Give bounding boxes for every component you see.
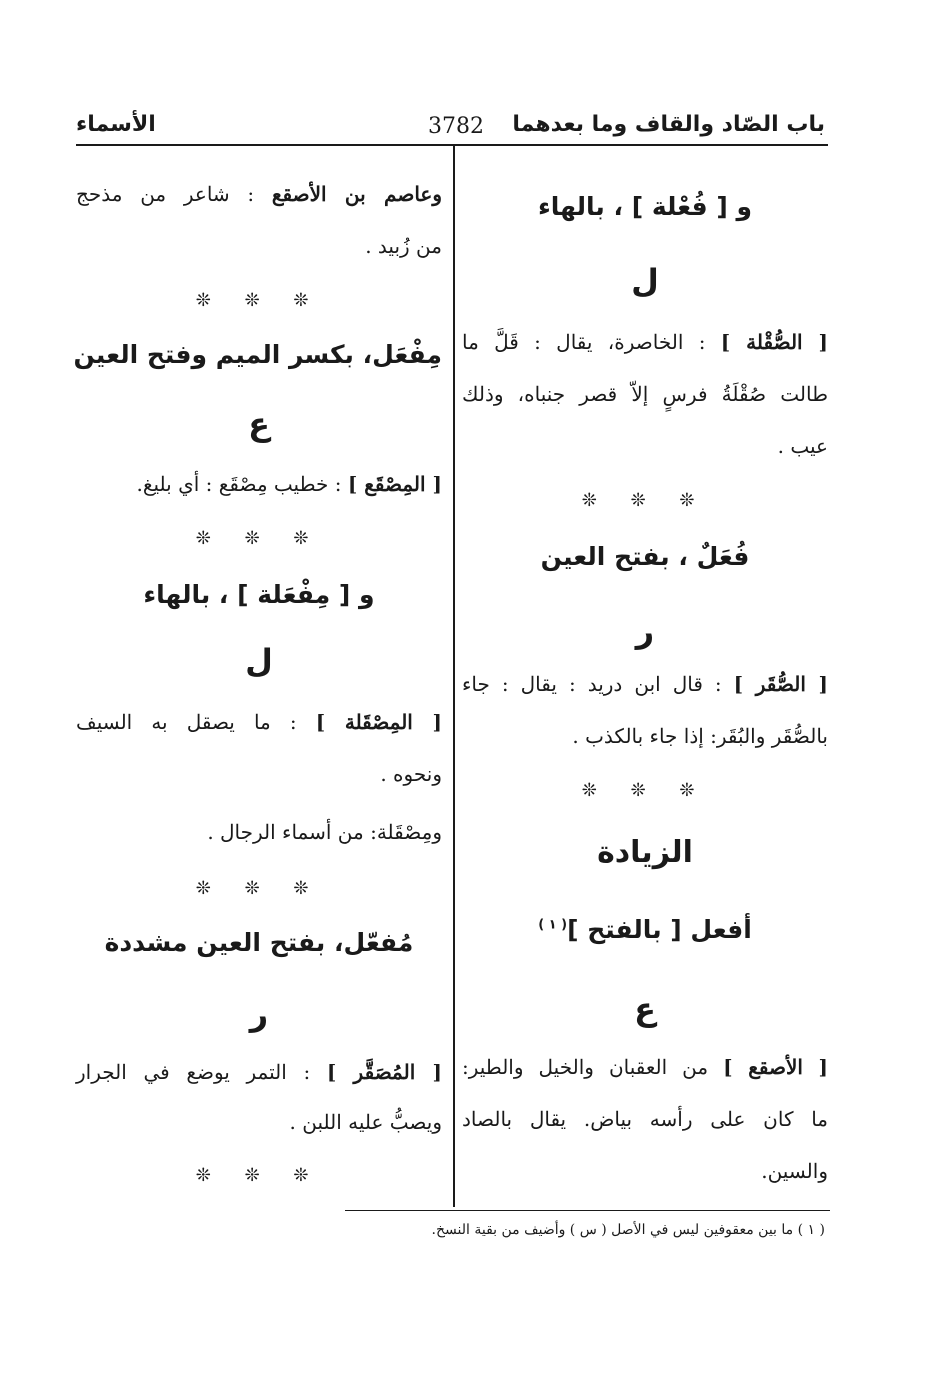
entry-line [462,672,828,696]
major-heading: الزيادة [597,835,693,870]
entry-line: من زُبيد . [365,234,442,258]
entry-term: [ المِصْقَلة ] [315,710,443,734]
running-header-right: باب الصّاد والقاف وما بعدهما [512,112,825,137]
entry-line: ويصبُّ عليه اللبن . [289,1110,442,1134]
heading-text: أفعل [ بالفتح ] [567,915,752,944]
letter-heading: ر [635,612,655,650]
entry-term: [ المُصَقَّر ] [326,1060,442,1084]
entry-line [462,1055,828,1079]
section-heading: فُعَلٌ ، بفتح العين [540,542,750,571]
section-heading [462,915,828,944]
running-header-left: الأسماء [76,112,156,137]
entry-text: : الخاصرة، يقال : قَلَّ ما [462,330,706,354]
entry-text: : التمر يوضع في الجرار [76,1060,311,1084]
entry-line: بالصُّقَر والبُقَر: إذا جاء بالكذب . [572,724,828,748]
section-separator: ❊ ❊ ❊ [195,290,323,311]
letter-heading: ل [245,642,273,680]
section-separator: ❊ ❊ ❊ [195,1165,323,1186]
entry-text: : شاعر من مذحج [76,182,255,206]
entry-text: : قال ابن دريد : يقال : جاء [462,672,722,696]
section-separator: ❊ ❊ ❊ [581,780,709,801]
header-rule [76,144,828,146]
entry-line [462,330,828,354]
page-number: 3782 [428,114,484,139]
entry-line [76,710,442,734]
column-divider [453,144,455,1207]
footnote-rule [345,1210,830,1211]
entry-text: : خطيب مِصْقَع : أي بليغ. [136,472,342,496]
entry-line [76,1060,442,1084]
section-separator: ❊ ❊ ❊ [195,528,323,549]
entry-term: [ المِصْقَع ] [347,472,442,496]
entry-term: [ الأصقع ] [723,1055,829,1079]
entry-term: [ الصُّقَر ] [733,672,828,696]
section-separator: ❊ ❊ ❊ [195,878,323,899]
letter-heading: ر [249,995,269,1033]
section-separator: ❊ ❊ ❊ [581,490,709,511]
entry-term: [ الصُّقْلة ] [720,330,828,354]
entry-line [76,472,442,496]
entry-line: والسين. [761,1159,828,1183]
letter-heading: ع [248,405,270,443]
entry-text: من العقبان والخيل والطير: [462,1055,709,1079]
section-heading: مِفْعَل، بكسر الميم وفتح العين [73,340,442,369]
footnote: ( ١ ) ما بين معقوفين ليس في الأصل ( س ) وأضيف من بقية النسخ. [431,1222,825,1238]
entry-term: وعاصم بن الأصقع [271,182,443,206]
letter-heading: ل [631,262,659,300]
section-heading: و [ مِفْعَلة ] ، بالهاء [143,580,375,609]
entry-line: طالت صُقْلَةُ فرسٍ إلاّ قصر جنباه، وذلك [462,382,828,406]
entry-line: عيب . [777,434,828,458]
entry-text: : ما يصقل به السيف [76,710,297,734]
section-heading: و [ فُعْلة ] ، بالهاء [537,192,753,221]
entry-line: ما كان على رأسه بياض. يقال بالصاد [462,1107,828,1131]
footnote-ref: ( ١ ) [538,917,568,933]
entry-line: ومِصْقَلة: من أسماء الرجال . [207,820,442,844]
section-heading: مُفعّل، بفتح العين مشددة [104,928,414,957]
entry-line: ونحوه . [380,762,442,786]
entry-line [76,182,442,206]
letter-heading: ع [634,990,656,1028]
